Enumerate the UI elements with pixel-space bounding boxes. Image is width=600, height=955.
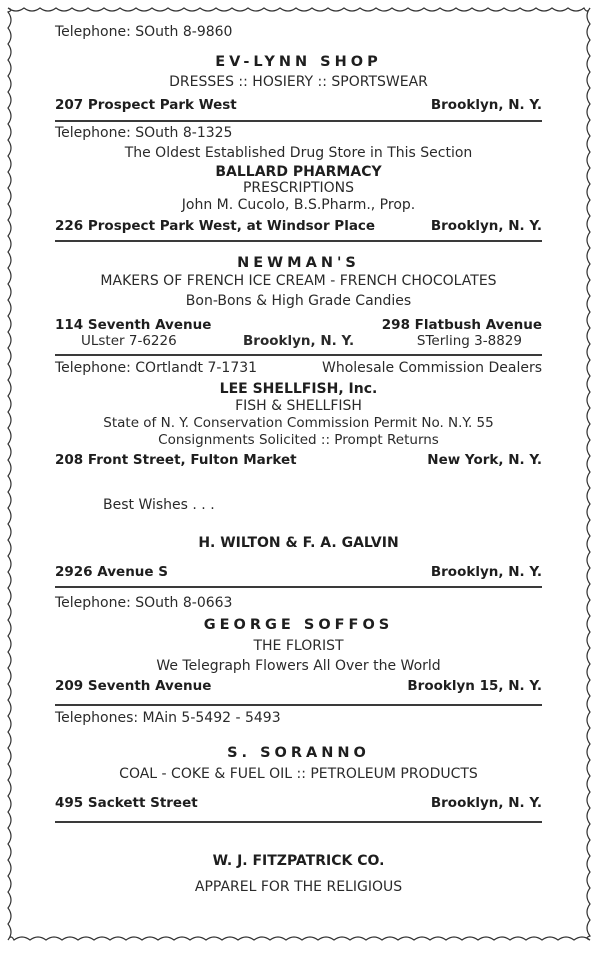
soranno-products: COAL - COKE & FUEL OIL :: PETROLEUM PRODUCTS	[119, 766, 478, 782]
lee-telephone: Telephone: COrtlandt 7-1731	[55, 360, 258, 376]
soffos-telephone: Telephone: SOuth 8-0663	[55, 595, 233, 611]
soranno-address-row	[55, 795, 542, 811]
divider-3	[55, 354, 542, 356]
ballard-street: 226 Prospect Park West, at Windsor Place	[55, 218, 376, 234]
newmans-address-left: 114 Seventh Avenue	[55, 317, 212, 333]
ballard-tagline: The Oldest Established Drug Store in This Section	[124, 145, 473, 161]
lee-consignments: Consignments Solicited :: Prompt Returns	[158, 432, 439, 448]
newmans-address-row	[55, 317, 542, 333]
newmans-phone-row	[55, 333, 542, 349]
lee-name: LEE SHELLFISH, Inc.	[219, 381, 378, 397]
wilton-city: Brooklyn, N. Y.	[430, 564, 542, 580]
ev-lynn-address-row	[55, 97, 542, 113]
soffos-address-row	[55, 678, 542, 694]
fitzpatrick-name: W. J. FITZPATRICK CO.	[212, 853, 385, 869]
wilton-street: 2926 Avenue S	[55, 564, 168, 580]
lee-city: New York, N. Y.	[427, 452, 542, 468]
soranno-name: S. SORANNO	[227, 745, 370, 761]
newmans-name: NEWMAN'S	[237, 255, 360, 271]
lee-permit: State of N. Y. Conservation Commission Permit No. N.Y. 55	[103, 415, 494, 431]
wilton-address-row	[55, 564, 542, 580]
ballard-name: BALLARD PHARMACY	[215, 164, 382, 180]
best-wishes: Best Wishes . . .	[103, 497, 215, 513]
ballard-prescriptions: PRESCRIPTIONS	[242, 180, 355, 196]
ballard-address-row	[55, 218, 542, 234]
ev-lynn-products: DRESSES :: HOSIERY :: SPORTSWEAR	[169, 74, 428, 90]
advertisement-page	[55, 0, 542, 955]
soffos-telegraph: We Telegraph Flowers All Over the World	[156, 658, 441, 674]
newmans-city: Brooklyn, N. Y.	[243, 333, 355, 349]
soffos-street: 209 Seventh Avenue	[55, 678, 212, 694]
soffos-city: Brooklyn 15, N. Y.	[407, 678, 542, 694]
lee-address-row	[55, 452, 542, 468]
ballard-telephone: Telephone: SOuth 8-1325	[55, 125, 233, 141]
ev-lynn-name: EV-LYNN SHOP	[215, 54, 382, 70]
soranno-street: 495 Sackett Street	[55, 795, 198, 811]
soranno-telephones: Telephones: MAin 5-5492 - 5493	[55, 710, 281, 726]
ev-lynn-city: Brooklyn, N. Y.	[430, 97, 542, 113]
ballard-city: Brooklyn, N. Y.	[430, 218, 542, 234]
lee-street: 208 Front Street, Fulton Market	[55, 452, 297, 468]
divider-2	[55, 240, 542, 242]
lee-wholesale: Wholesale Commission Dealers	[321, 360, 542, 376]
newmans-phone-left: ULster 7-6226	[81, 333, 177, 349]
lee-products: FISH & SHELLFISH	[235, 398, 362, 414]
newmans-candies: Bon-Bons & High Grade Candies	[185, 293, 412, 309]
divider-5	[55, 704, 542, 706]
soranno-city: Brooklyn, N. Y.	[430, 795, 542, 811]
newmans-products: MAKERS OF FRENCH ICE CREAM - FRENCH CHOCOLATES	[100, 273, 497, 289]
divider-6	[55, 821, 542, 823]
soffos-name: GEORGE SOFFOS	[203, 617, 394, 633]
newmans-phone-right: STerling 3-8829	[416, 333, 522, 349]
ballard-proprietor: John M. Cucolo, B.S.Pharm., Prop.	[181, 197, 416, 213]
newmans-address-right: 298 Flatbush Avenue	[381, 317, 542, 333]
lee-telephone-row	[55, 360, 542, 376]
divider-1	[55, 120, 542, 122]
ev-lynn-telephone: Telephone: SOuth 8-9860	[55, 24, 233, 40]
soffos-florist: THE FLORIST	[253, 638, 344, 654]
ev-lynn-street: 207 Prospect Park West	[55, 97, 237, 113]
fitzpatrick-products: APPAREL FOR THE RELIGIOUS	[194, 879, 403, 895]
wilton-galvin-name: H. WILTON & F. A. GALVIN	[198, 535, 399, 551]
divider-4	[55, 586, 542, 588]
